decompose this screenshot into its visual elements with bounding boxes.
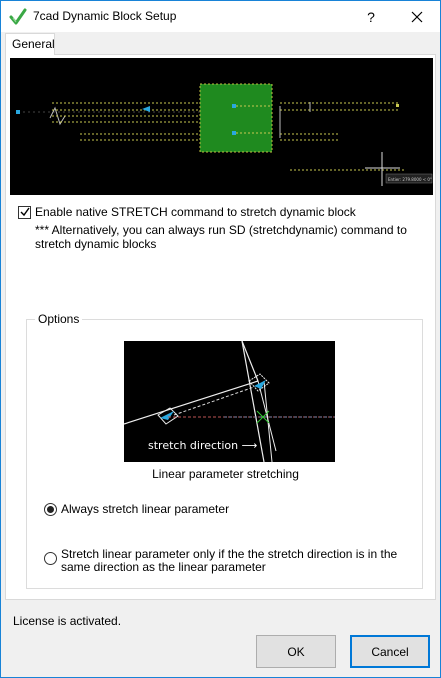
enable-stretch-label: Enable native STRETCH command to stretch dynamic block — [35, 205, 356, 219]
preview-caption: Linear parameter stretching — [152, 467, 299, 481]
stretchdynamic-note: *** Alternatively, you can always run SD (stretchdynamic) command to stretch dynamic blocks — [35, 223, 407, 251]
checkmark-app-icon — [9, 8, 27, 26]
radio-stretch-same-direction-label: Stretch linear parameter only if the the stretch direction is in the same direction as the linear parameter — [61, 547, 398, 574]
title-bar[interactable] — [1, 1, 440, 32]
close-button[interactable] — [394, 1, 440, 32]
enable-stretch-checkbox[interactable] — [18, 206, 31, 219]
window-title: 7cad Dynamic Block Setup — [33, 9, 177, 23]
help-button[interactable] — [348, 1, 394, 32]
stretch-direction-label: stretch direction ⟶ — [148, 439, 258, 452]
tab-general-label: General — [12, 37, 55, 51]
preview-status-text: Entier: 279.8000 < 0° — [388, 177, 432, 182]
radio-always-stretch-label: Always stretch linear parameter — [61, 502, 230, 516]
radio-stretch-same-direction-button[interactable] — [44, 552, 57, 565]
options-group-title: Options — [35, 312, 82, 326]
options-groupbox — [26, 312, 423, 589]
enable-stretch-option[interactable] — [18, 205, 356, 219]
ok-button-label: OK — [287, 644, 305, 659]
radio-selected-dot — [47, 506, 54, 513]
help-icon: ? — [367, 8, 375, 25]
checkmark-icon — [20, 207, 30, 217]
radio-always-stretch[interactable] — [44, 503, 229, 516]
linear-parameter-preview-image — [124, 341, 335, 462]
ok-button[interactable] — [256, 635, 336, 668]
radio-stretch-same-direction[interactable] — [44, 548, 414, 574]
radio-always-stretch-button[interactable] — [44, 503, 57, 516]
close-icon — [411, 11, 423, 23]
license-status: License is activated. — [13, 614, 122, 628]
general-tab-panel — [5, 54, 436, 600]
tab-general[interactable] — [5, 33, 55, 55]
dynamic-block-preview-image — [10, 58, 433, 195]
cancel-button[interactable] — [350, 635, 430, 668]
cancel-button-label: Cancel — [371, 644, 409, 659]
